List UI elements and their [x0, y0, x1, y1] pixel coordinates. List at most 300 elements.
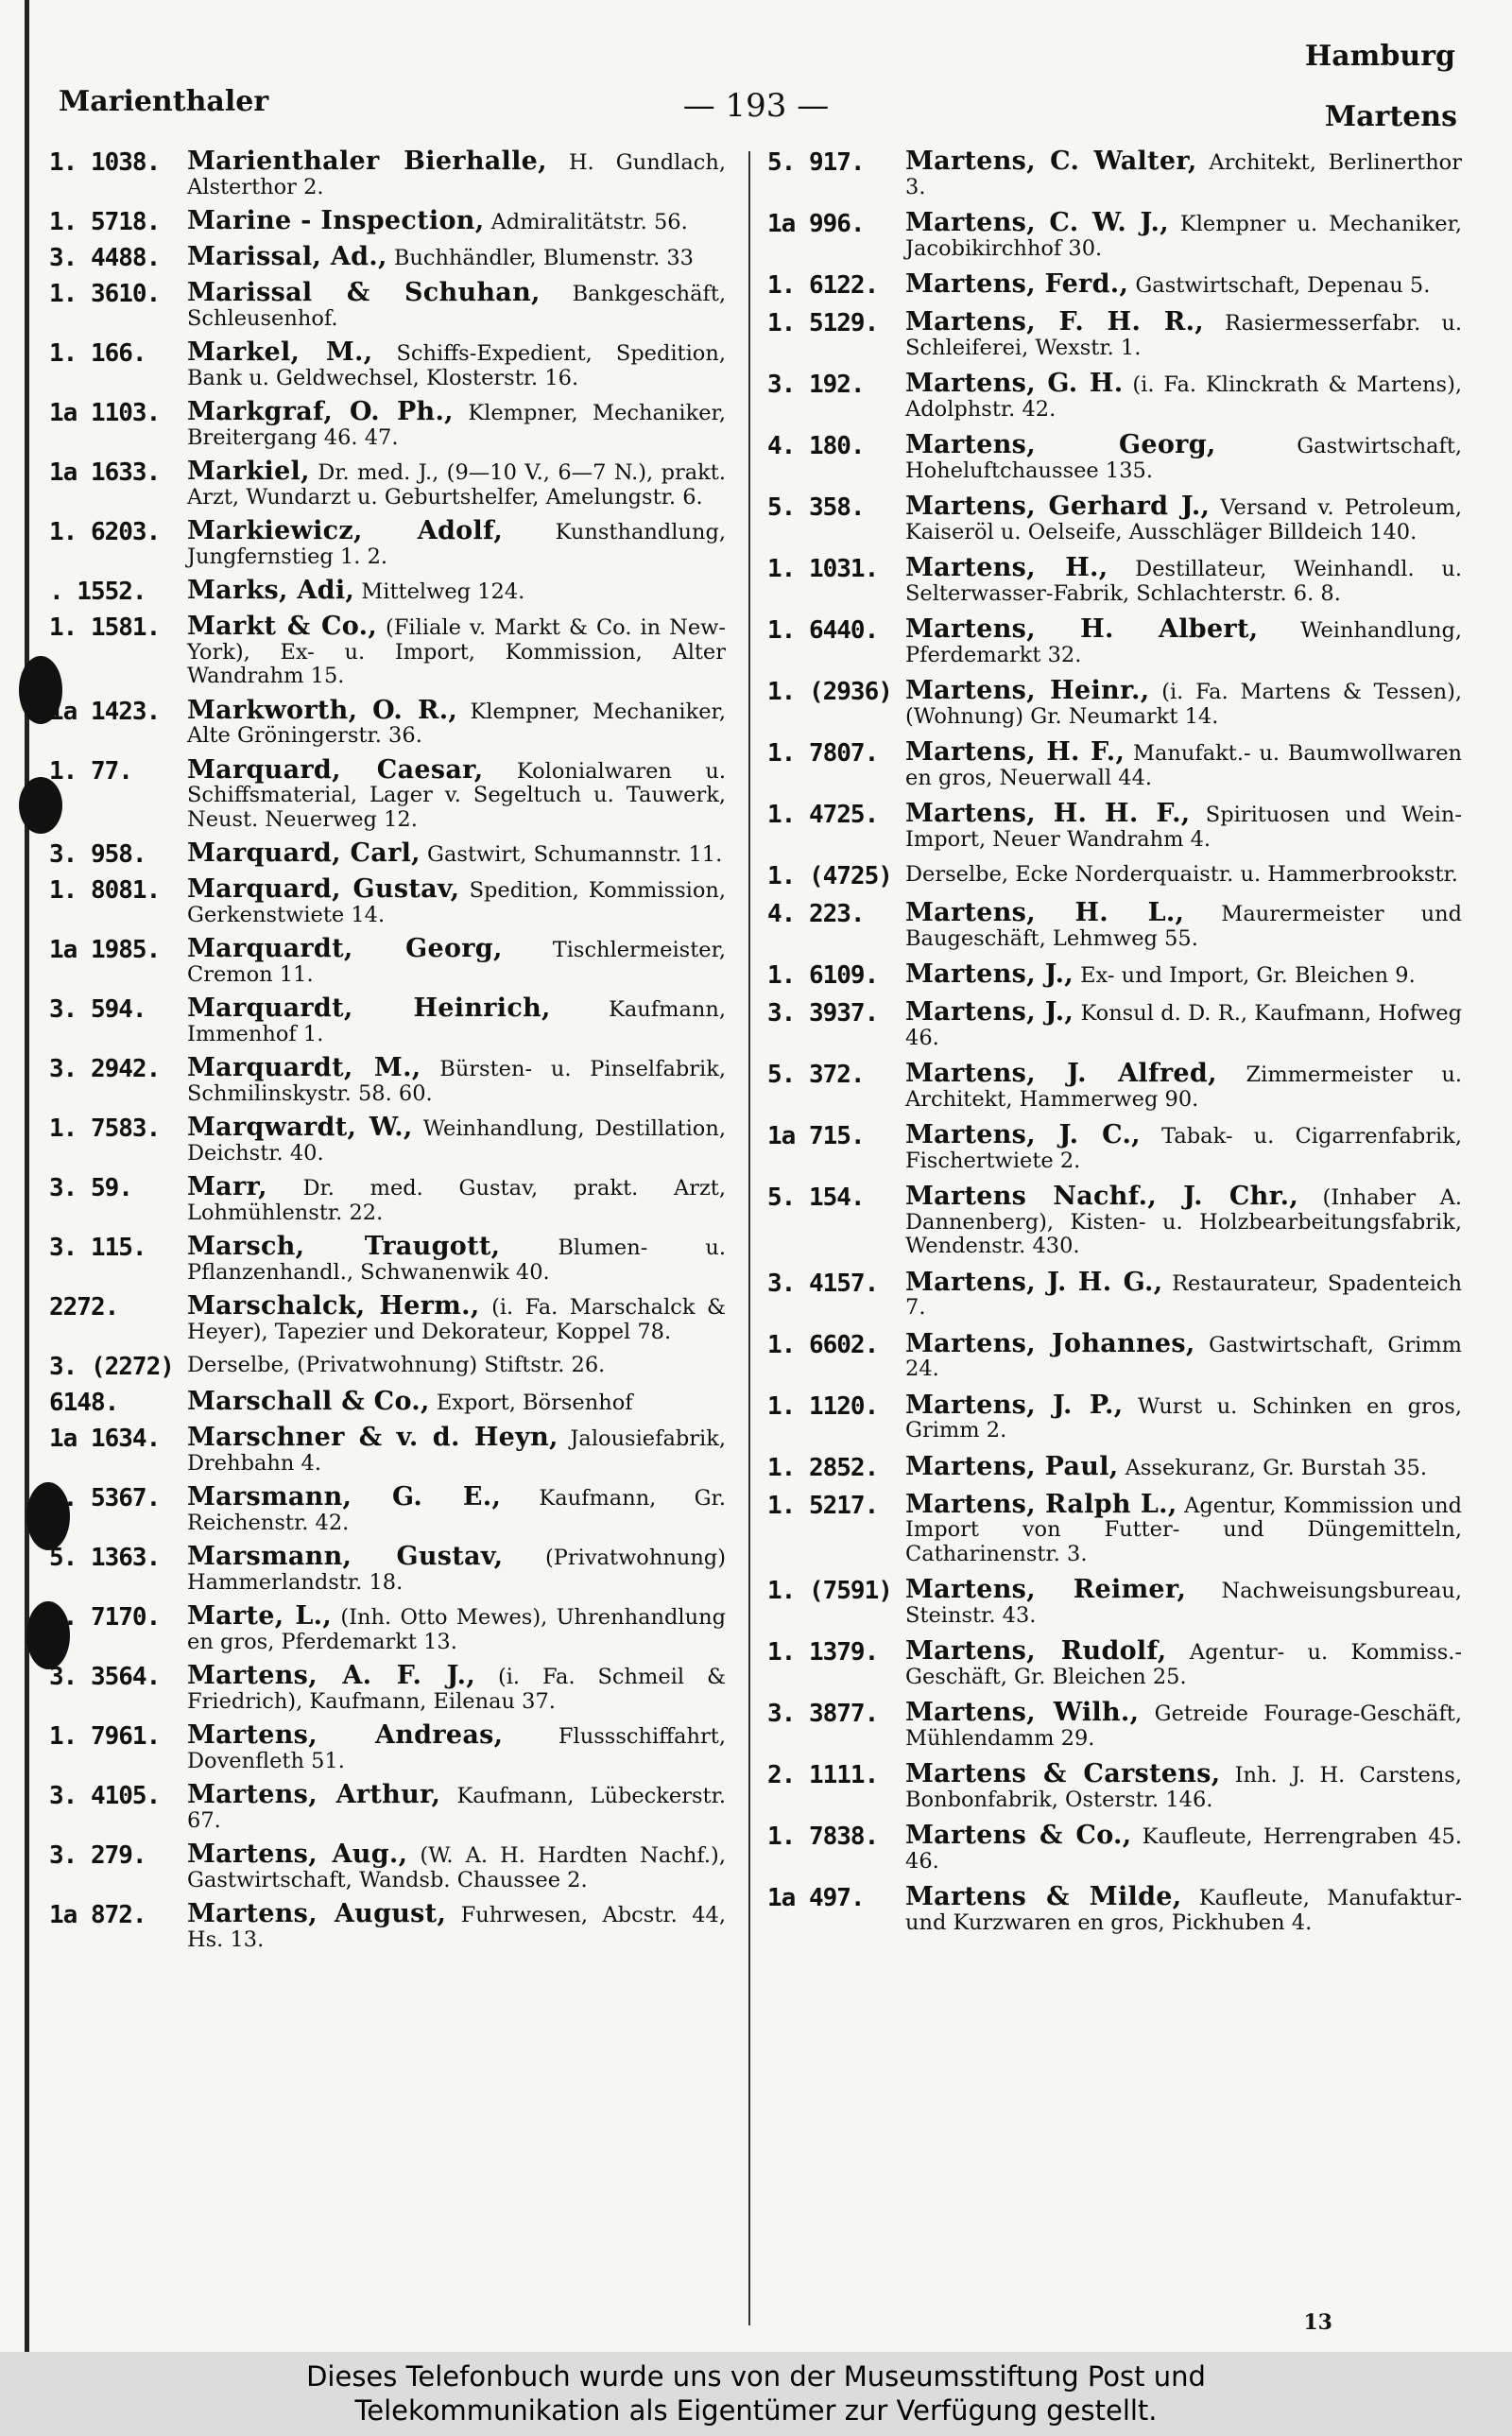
phone-number: 1. 6440. — [767, 616, 879, 645]
directory-entry — [49, 1601, 726, 1654]
subscriber-name: Martens, H. Albert, — [905, 614, 1259, 644]
directory-entry — [49, 206, 726, 236]
directory-entry — [767, 737, 1462, 790]
subscriber-name: Marquardt, Georg, — [187, 934, 503, 963]
entry-details: Jalousiefabrik, Drehbahn 4. — [187, 1426, 726, 1476]
entry-body — [905, 553, 1462, 606]
directory-entry — [49, 1780, 727, 1833]
page-binding-edge — [25, 0, 29, 2352]
entry-details: Gastwirtschaft, Grimm 24. — [905, 1332, 1462, 1381]
entry-body — [905, 1451, 1462, 1481]
subscriber-name: Martens, A. F. J., — [187, 1661, 476, 1690]
directory-entry — [49, 1720, 726, 1773]
directory-entry — [767, 1059, 1462, 1112]
subscriber-name: Martens, H. H. F., — [905, 799, 1191, 828]
entry-body — [187, 1720, 726, 1773]
entry-body — [905, 1059, 1462, 1112]
phone-number: 1. 7583. — [49, 1114, 161, 1143]
entry-body — [905, 799, 1463, 852]
subscriber-name: Markt & Co., — [187, 612, 378, 641]
entry-details: Tischlermeister, Cremon 11. — [187, 938, 726, 987]
phone-number: 4. 180. — [767, 432, 865, 460]
directory-entry — [767, 1184, 1462, 1259]
entry-body — [905, 1267, 1462, 1321]
subscriber-name: Martens, Rudolf, — [905, 1636, 1167, 1666]
phone-number: 1. 5217. — [767, 1491, 879, 1520]
sheet-number: 13 — [1303, 2310, 1332, 2335]
entry-details: (W. A. H. Hardten Nachf.), Gastwirtschaft, Wandsb. Chaussee 2. — [187, 1843, 726, 1892]
phone-number: 1. 7961. — [49, 1722, 161, 1751]
subscriber-name: Martens, Ferd., — [905, 269, 1129, 299]
subscriber-name: Martens & Milde, — [905, 1882, 1182, 1911]
entry-details: Export, Börsenhof — [436, 1391, 633, 1415]
entry-body — [905, 614, 1463, 667]
phone-number: 5. 1363. — [49, 1544, 161, 1572]
directory-entry — [49, 459, 726, 510]
subscriber-name: Marquardt, Heinrich, — [187, 993, 551, 1023]
phone-number: 1. 1379. — [767, 1638, 879, 1667]
directory-entry — [767, 149, 1462, 199]
subscriber-name: Marsmann, Gustav, — [187, 1542, 504, 1571]
subscriber-name: Marsmann, G. E., — [187, 1482, 502, 1512]
entry-details: Buchhändler, Blumenstr. 33 — [393, 246, 694, 270]
entry-details: Restaurateur, Spadenteich 7. — [905, 1270, 1462, 1320]
entry-details: Kaufmann, Gr. Reichenstr. 42. — [187, 1486, 726, 1535]
directory-entry — [49, 1387, 726, 1417]
entry-body — [187, 1661, 726, 1714]
header-right-keyword: Martens — [1324, 100, 1457, 133]
left-column — [49, 149, 726, 1961]
phone-number: 1. 8081. — [49, 876, 161, 905]
phone-number: 1. 5718. — [49, 208, 161, 236]
phone-number: 2272. — [49, 1293, 119, 1322]
entry-details: Gastwirtschaft, Depenau 5. — [1135, 273, 1431, 298]
entry-details: Spedition, Kommission, Gerkenstwiete 14. — [187, 878, 727, 927]
phone-number: 1. 7838. — [767, 1823, 879, 1851]
entry-body — [905, 959, 1462, 989]
directory-entry — [49, 1291, 726, 1344]
directory-entry — [767, 1575, 1462, 1628]
directory-entry — [767, 494, 1462, 544]
phone-number: 1. 1120. — [767, 1391, 879, 1421]
directory-entry — [49, 1899, 726, 1952]
directory-entry — [767, 553, 1462, 606]
entry-details: (Inhaber A. Dannenberg), Kisten- u. Holzbearbeitungsfabrik, Wendenstr. 430. — [905, 1185, 1462, 1258]
phone-number: 1. 77. — [49, 756, 132, 786]
entry-body — [187, 1053, 727, 1106]
entry-body — [905, 494, 1462, 544]
phone-number: 1. 7170. — [49, 1603, 161, 1632]
directory-entry — [49, 1354, 726, 1380]
phone-number: 1. (4725) — [767, 862, 892, 890]
entry-body — [905, 208, 1463, 261]
phone-number: 3. 3877. — [767, 1700, 879, 1728]
subscriber-name: Martens, J., — [905, 997, 1074, 1027]
entry-details: Maurermeister und Baugeschäft, Lehmweg 55. — [905, 902, 1462, 951]
directory-entry — [49, 1542, 726, 1595]
subscriber-name: Martens, J. Alfred, — [905, 1059, 1217, 1088]
copyright-footer — [0, 2352, 1512, 2436]
directory-entry — [49, 397, 726, 450]
entry-body — [187, 1232, 726, 1285]
entry-details: Tabak- u. Cigarrenfabrik, Fischertwiete 2. — [905, 1124, 1462, 1173]
entry-body — [905, 1636, 1462, 1689]
subscriber-name: Marquard, Carl, — [187, 838, 421, 868]
entry-details: H. Gundlach, Alsterthor 2. — [187, 150, 726, 199]
entry-details: Ex- und Import, Gr. Bleichen 9. — [1080, 963, 1416, 988]
phone-number: 3. (2272) — [49, 1353, 174, 1381]
directory-entry — [767, 430, 1463, 483]
entry-body — [905, 149, 1462, 199]
subscriber-name: Martens, Wilh., — [905, 1698, 1140, 1727]
subscriber-name: Marquardt, M., — [187, 1053, 421, 1082]
directory-entry — [49, 1115, 726, 1166]
entry-details: Kaufleute, Herrengraben 45. 46. — [905, 1824, 1462, 1874]
directory-entry — [49, 576, 726, 606]
subscriber-name: Marissal, Ad., — [187, 242, 387, 271]
entry-details: (i. Fa. Schmeil & Friedrich), Kaufmann, Eilenau 37. — [187, 1665, 726, 1714]
subscriber-name: Marr, — [187, 1172, 267, 1201]
entry-body — [905, 307, 1462, 360]
phone-number: 2. 1111. — [767, 1761, 879, 1789]
entry-body — [187, 337, 726, 390]
entry-body — [187, 242, 726, 271]
entry-body — [187, 278, 727, 331]
entry-body — [187, 1425, 726, 1476]
directory-entry — [767, 307, 1462, 360]
entry-details: Rasiermesserfabr. u. Schleiferei, Wexstr. 1. — [905, 311, 1462, 360]
phone-number: 4. 223. — [767, 900, 865, 928]
subscriber-name: Marquard, Gustav, — [187, 874, 460, 904]
subscriber-name: Martens, Arthur, — [187, 1780, 441, 1809]
entry-body — [187, 516, 726, 569]
phone-number: 5. 917. — [767, 148, 865, 177]
directory-entry — [49, 149, 726, 199]
entry-details: Klempner, Mechaniker, Breitergang 46. 47. — [187, 401, 726, 450]
entry-body — [187, 838, 726, 868]
entry-body — [187, 1172, 726, 1225]
subscriber-name: Martens, Ralph L., — [905, 1489, 1177, 1519]
entry-body — [187, 576, 726, 605]
entry-details: Admiralitätstr. 56. — [490, 210, 688, 234]
entry-details: Derselbe, (Privatwohnung) Stiftstr. 26. — [187, 1353, 606, 1377]
directory-entry — [49, 614, 726, 689]
entry-details: Kaufleute, Manufaktur- und Kurzwaren en gros, Pickhuben 4. — [905, 1886, 1462, 1935]
entry-body — [905, 1575, 1462, 1628]
subscriber-name: Martens, Aug., — [187, 1840, 408, 1869]
entry-body — [187, 459, 726, 510]
directory-entry — [767, 898, 1462, 951]
entry-body — [905, 1882, 1462, 1935]
entry-details: Fuhrwesen, Abcstr. 44, Hs. 13. — [187, 1903, 726, 1952]
subscriber-name: Martens, Heinr., — [905, 676, 1150, 705]
entry-details: Versand v. Petroleum, Kaiseröl u. Oelseife, Ausschläger Billdeich 140. — [905, 495, 1463, 544]
entry-details: (i. Fa. Klinckrath & Martens), Adolphstr. 42. — [905, 372, 1462, 422]
entry-body — [187, 1780, 727, 1833]
page-number: — 193 — — [682, 87, 830, 125]
subscriber-name: Markworth, O. R., — [187, 695, 458, 725]
entry-details: Kaufmann, Lübeckerstr. 67. — [187, 1784, 727, 1833]
entry-details: (i. Fa. Marschalck & Heyer), Tapezier und Dekorateur, Koppel 78. — [187, 1295, 726, 1344]
entry-details: Manufakt.- u. Baumwollwaren en gros, Neuerwall 44. — [905, 741, 1462, 790]
entry-details: (Privatwohnung) Hammerlandstr. 18. — [187, 1546, 726, 1595]
phone-number: 3. 3937. — [767, 999, 879, 1028]
subscriber-name: Martens, Reimer, — [905, 1575, 1187, 1604]
entry-details: Dr. med. J., (9—10 V., 6—7 N.), prakt. Arzt, Wundarzt u. Geburtshelfer, Amelungstr. 6. — [187, 460, 726, 510]
directory-entry — [767, 959, 1462, 990]
entry-body — [187, 1115, 726, 1166]
subscriber-name: Martens, G. H. — [905, 369, 1124, 398]
phone-number: 3. 594. — [49, 995, 146, 1024]
entry-details: Inh. J. H. Carstens, Bonbonfabrik, Osterstr. 146. — [905, 1763, 1463, 1812]
entry-details: Gastwirtschaft, Hoheluftchaussee 135. — [905, 434, 1463, 483]
header-left-keyword: Marienthaler — [59, 85, 269, 118]
entry-body — [905, 1759, 1463, 1812]
entry-body — [905, 863, 1462, 888]
phone-number: 1. 5129. — [767, 309, 879, 337]
directory-entry — [767, 269, 1462, 300]
subscriber-name: Marienthaler Bierhalle, — [187, 147, 547, 176]
subscriber-name: Martens, C. W. J., — [905, 208, 1169, 237]
phone-number: 1a 1634. — [49, 1425, 161, 1453]
entry-details: Weinhandlung, Pferdemarkt 32. — [905, 618, 1463, 667]
entry-details: Dr. med. Gustav, prakt. Arzt, Lohmühlenstr. 22. — [187, 1176, 726, 1225]
entry-details: Flussschiffahrt, Dovenfleth 51. — [187, 1724, 726, 1773]
subscriber-name: Martens, J. C., — [905, 1120, 1141, 1149]
phone-number: 1. 2852. — [767, 1453, 879, 1482]
phone-number: 1. (7591) — [767, 1577, 892, 1605]
subscriber-name: Martens, Georg, — [905, 430, 1216, 459]
subscriber-name: Martens, H. F., — [905, 737, 1125, 767]
directory-entry — [767, 1267, 1462, 1321]
phone-number: 3. 3564. — [49, 1663, 161, 1691]
phone-number: 1. 5367. — [49, 1484, 161, 1512]
directory-entry — [767, 863, 1462, 890]
entry-details: Architekt, Berlinerthor 3. — [905, 150, 1462, 199]
column-divider — [748, 151, 750, 2325]
entry-details: Nachweisungsbureau, Steinstr. 43. — [905, 1579, 1462, 1628]
phone-number: 1. 3610. — [49, 280, 161, 308]
entry-body — [187, 1291, 726, 1344]
entry-body — [187, 614, 726, 689]
directory-entry — [49, 1425, 726, 1476]
entry-details: Bürsten- u. Pinselfabrik, Schmilinskystr. 58. 60. — [187, 1057, 727, 1106]
entry-body — [187, 934, 726, 987]
directory-entry — [767, 208, 1463, 261]
directory-entry — [49, 242, 726, 272]
entry-details: Zimmermeister u. Architekt, Hammerweg 90. — [905, 1063, 1462, 1112]
phone-number: 1a 1103. — [49, 399, 161, 427]
phone-number: 3. 279. — [49, 1841, 146, 1870]
subscriber-name: Marschner & v. d. Heyn, — [187, 1423, 558, 1452]
phone-number: 1. 7807. — [767, 739, 879, 768]
phone-number: 3. 4488. — [49, 244, 161, 272]
directory-entry — [49, 1661, 726, 1714]
phone-number: 1. 166. — [49, 339, 146, 368]
entry-details: Agentur, Kommission und Import von Futter- und Düngemitteln, Catharinenstr. 3. — [905, 1493, 1463, 1566]
entry-body — [187, 1387, 726, 1416]
entry-body — [905, 1328, 1462, 1382]
phone-number: 3. 115. — [49, 1234, 146, 1262]
entry-body — [187, 1542, 726, 1595]
entry-body — [187, 1842, 726, 1892]
directory-entry — [767, 997, 1463, 1050]
directory-entry — [767, 614, 1463, 667]
entry-body — [905, 371, 1462, 422]
entry-details: Konsul d. D. R., Kaufmann, Hofweg 46. — [905, 1001, 1463, 1050]
entry-details: Bankgeschäft, Schleusenhof. — [187, 282, 727, 331]
directory-entry — [767, 676, 1463, 729]
entry-details: Kunsthandlung, Jungfernstieg 1. 2. — [187, 520, 726, 569]
entry-body — [187, 1899, 726, 1952]
phone-number: 1. 6109. — [767, 961, 879, 990]
phone-number: 1a 715. — [767, 1122, 865, 1150]
phone-number: 3. 192. — [767, 371, 865, 399]
entry-body — [905, 1390, 1462, 1443]
phone-number: 6148. — [49, 1389, 119, 1417]
entry-body — [905, 1184, 1462, 1259]
subscriber-name: Marsch, Traugott, — [187, 1232, 501, 1261]
subscriber-name: Martens, F. H. R., — [905, 307, 1205, 337]
subscriber-name: Martens, Andreas, — [187, 1720, 504, 1750]
directory-entry — [49, 1482, 726, 1535]
entry-details: Destillateur, Weinhandl. u. Selterwasser-Fabrik, Schlachterstr. 6. 8. — [905, 557, 1462, 606]
phone-number: 1. 1031. — [767, 555, 879, 583]
entry-body — [905, 1489, 1463, 1567]
entry-body — [187, 1482, 726, 1535]
phone-number: 5. 154. — [767, 1183, 865, 1212]
directory-entry — [767, 1328, 1462, 1382]
subscriber-name: Martens Nachf., J. Chr., — [905, 1182, 1299, 1211]
directory-entry — [767, 1120, 1462, 1173]
phone-number: 1a 1423. — [49, 697, 161, 726]
subscriber-name: Martens, H., — [905, 553, 1108, 582]
phone-number: 1a 1985. — [49, 936, 161, 964]
directory-entry — [767, 1698, 1463, 1751]
entry-body — [187, 1354, 726, 1378]
entry-body — [905, 1698, 1463, 1751]
phone-number: 3. 2942. — [49, 1055, 161, 1083]
subscriber-name: Markiel, — [187, 457, 310, 486]
entry-body — [905, 1120, 1462, 1173]
subscriber-name: Martens, H. L., — [905, 898, 1185, 927]
entry-body — [905, 997, 1463, 1050]
directory-entry — [767, 1823, 1462, 1874]
phone-number: 5. 358. — [767, 493, 865, 522]
subscriber-name: Marschall & Co., — [187, 1387, 430, 1416]
subscriber-name: Martens, J. P., — [905, 1390, 1124, 1420]
directory-entry — [49, 754, 727, 833]
subscriber-name: Markgraf, O. Ph., — [187, 397, 454, 426]
directory-entry — [49, 838, 726, 869]
phone-number: 1. 6203. — [49, 518, 161, 546]
entry-body — [187, 993, 727, 1046]
entry-details: Mittelweg 124. — [361, 579, 525, 604]
header-city: Hamburg — [1304, 40, 1455, 73]
phone-number: 3. 958. — [49, 840, 146, 869]
directory-entry — [49, 934, 726, 987]
directory-entry — [767, 1759, 1463, 1812]
footer-line-2: Telekommunikation als Eigentümer zur Verfügung gestellt. — [354, 2394, 1158, 2427]
subscriber-name: Marine - Inspection, — [187, 206, 485, 235]
right-column — [767, 149, 1462, 1946]
entry-details: Getreide Fourage-Geschäft, Mühlendamm 29. — [905, 1702, 1463, 1751]
subscriber-name: Martens & Carstens, — [905, 1759, 1221, 1788]
entry-body — [187, 695, 726, 749]
phone-number: 1. 6602. — [767, 1330, 879, 1359]
directory-entry — [49, 278, 727, 331]
subscriber-name: Martens, Paul, — [905, 1451, 1119, 1481]
entry-body — [905, 898, 1462, 951]
directory-entry — [49, 337, 726, 390]
subscriber-name: Marte, L., — [187, 1601, 333, 1631]
subscriber-name: Martens, Gerhard J., — [905, 492, 1211, 521]
phone-number: . 1552. — [49, 578, 146, 606]
entry-details: Blumen- u. Pflanzenhandl., Schwanenwik 40. — [187, 1235, 726, 1285]
subscriber-name: Martens & Co., — [905, 1821, 1132, 1850]
entry-body — [905, 737, 1462, 790]
subscriber-name: Marqwardt, W., — [187, 1113, 413, 1142]
subscriber-name: Markel, M., — [187, 337, 373, 367]
phone-number: 3. 4105. — [49, 1782, 161, 1810]
directory-entry — [767, 799, 1463, 852]
entry-body — [187, 206, 726, 235]
footer-line-1: Dieses Telefonbuch wurde uns von der Museumsstiftung Post und — [306, 2360, 1206, 2393]
directory-entry — [49, 516, 726, 569]
entry-details: Kolonialwaren u. Schiffsmaterial, Lager v. Segeltuch u. Tauwerk, Neust. Neuerweg 12. — [187, 758, 727, 832]
phone-number: 5. 372. — [767, 1061, 865, 1089]
phone-number: 1a 1633. — [49, 458, 161, 487]
directory-entry — [49, 874, 727, 927]
entry-details: Wurst u. Schinken en gros, Grimm 2. — [905, 1393, 1462, 1443]
directory-entry — [767, 371, 1462, 422]
entry-body — [187, 397, 726, 450]
directory-entry — [767, 1451, 1462, 1482]
entry-details: Kaufmann, Immenhof 1. — [187, 997, 727, 1046]
entry-body — [187, 149, 726, 199]
phone-number: 1. 6122. — [767, 271, 879, 300]
directory-entry — [767, 1390, 1462, 1443]
entry-body — [905, 676, 1463, 729]
phone-number: 3. 4157. — [767, 1269, 879, 1298]
directory-entry — [49, 1172, 726, 1225]
subscriber-name: Marschalck, Herm., — [187, 1291, 480, 1321]
entry-body — [905, 1823, 1462, 1874]
subscriber-name: Marks, Adi, — [187, 576, 355, 605]
directory-entry — [49, 993, 727, 1046]
entry-details: Klempner, Mechaniker, Alte Gröningerstr. 36. — [187, 699, 726, 748]
phone-number: 1. 1038. — [49, 148, 161, 177]
directory-entry — [49, 1053, 727, 1106]
directory-entry — [49, 1232, 726, 1285]
phone-number: 1. 4725. — [767, 801, 879, 829]
entry-details: Schiffs-Expedient, Spedition, Bank u. Geldwechsel, Klosterstr. 16. — [187, 341, 726, 390]
subscriber-name: Martens, C. Walter, — [905, 147, 1197, 176]
subscriber-name: Martens, J., — [905, 959, 1074, 989]
entry-details: (i. Fa. Martens & Tessen), (Wohnung) Gr. Neumarkt 14. — [905, 680, 1463, 729]
entry-details: Klempner u. Mechaniker, Jacobikirchhof 30. — [905, 212, 1463, 261]
directory-entry — [767, 1636, 1462, 1689]
entry-details: Spirituosen und Wein-Import, Neuer Wandrahm 4. — [905, 803, 1463, 852]
entry-details: Derselbe, Ecke Norderquaistr. u. Hammerbrookstr. — [905, 862, 1458, 887]
subscriber-name: Marissal & Schuhan, — [187, 278, 541, 307]
phone-number: 1. (2936) — [767, 678, 892, 706]
subscriber-name: Markiewicz, Adolf, — [187, 516, 504, 545]
entry-body — [187, 1601, 726, 1654]
entry-details: (Inh. Otto Mewes), Uhrenhandlung en gros, Pferdemarkt 13. — [187, 1605, 726, 1654]
subscriber-name: Martens, J. H. G., — [905, 1267, 1163, 1297]
directory-entry — [49, 695, 726, 749]
